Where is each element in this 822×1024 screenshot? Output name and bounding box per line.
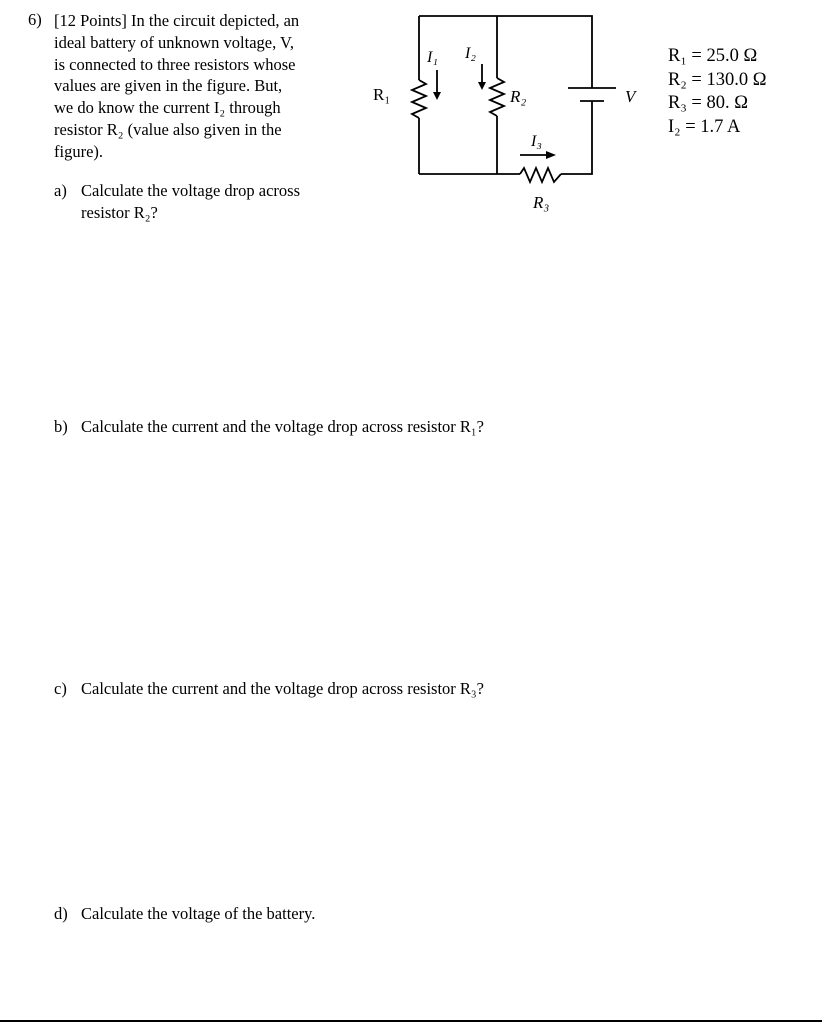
- given-r3: R₃ = 80. Ω: [668, 93, 748, 113]
- resistor-r1: [412, 80, 426, 118]
- label-i3: I₃: [531, 133, 542, 150]
- given-r1: R₁ = 25.0 Ω: [668, 46, 758, 66]
- wire-top: [419, 16, 592, 88]
- question-d-text: Calculate the voltage of the battery.: [81, 904, 316, 923]
- intro-line: values are given in the figure. But,: [54, 76, 283, 96]
- resistor-r2: [490, 78, 504, 116]
- question-b-label: b): [54, 417, 68, 436]
- label-i1: I₁: [427, 49, 438, 66]
- intro-line: figure).: [54, 141, 104, 161]
- question-b: [54, 416, 484, 438]
- question-a-label: a): [54, 181, 67, 200]
- question-d: [54, 903, 315, 925]
- arrow-i3-head: [546, 151, 556, 159]
- label-r3: R₃: [533, 193, 550, 212]
- intro-line: is connected to three resistors whose: [54, 54, 296, 74]
- question-c-text: Calculate the current and the voltage drop across resistor R₃?: [81, 679, 484, 698]
- given-r2: R₂ = 130.0 Ω: [668, 69, 767, 90]
- intro-line: [12 Points] In the circuit depicted, an: [54, 11, 300, 30]
- arrow-i1-head: [433, 92, 441, 100]
- question-c: [54, 678, 484, 700]
- question-c-label: c): [54, 679, 67, 698]
- problem-number: 6): [28, 10, 42, 29]
- given-i2: I₂ = 1.7 A: [668, 116, 741, 137]
- intro-line: resistor R₂ (value also given in the: [54, 119, 282, 139]
- intro-line: we do know the current I₂ through: [54, 98, 281, 118]
- given-values: [668, 45, 766, 139]
- label-r1: R₁: [373, 85, 391, 104]
- question-b-text: Calculate the current and the voltage drop across resistor R₁?: [81, 417, 484, 436]
- arrow-i2-head: [478, 82, 486, 90]
- resistor-r3: [520, 168, 561, 182]
- intro-line: ideal battery of unknown voltage, V,: [54, 32, 294, 52]
- question-a-text: Calculate the voltage drop across: [81, 181, 301, 200]
- label-i2: I₂: [465, 45, 476, 62]
- page-bottom-rule: [0, 1020, 822, 1022]
- question-d-label: d): [54, 904, 68, 923]
- wire-right-bottom: [561, 101, 592, 174]
- question-a: [54, 180, 300, 224]
- label-v: V: [625, 87, 636, 106]
- question-a-text-2: resistor R₂?: [81, 203, 158, 222]
- label-r2: R₂: [510, 87, 527, 106]
